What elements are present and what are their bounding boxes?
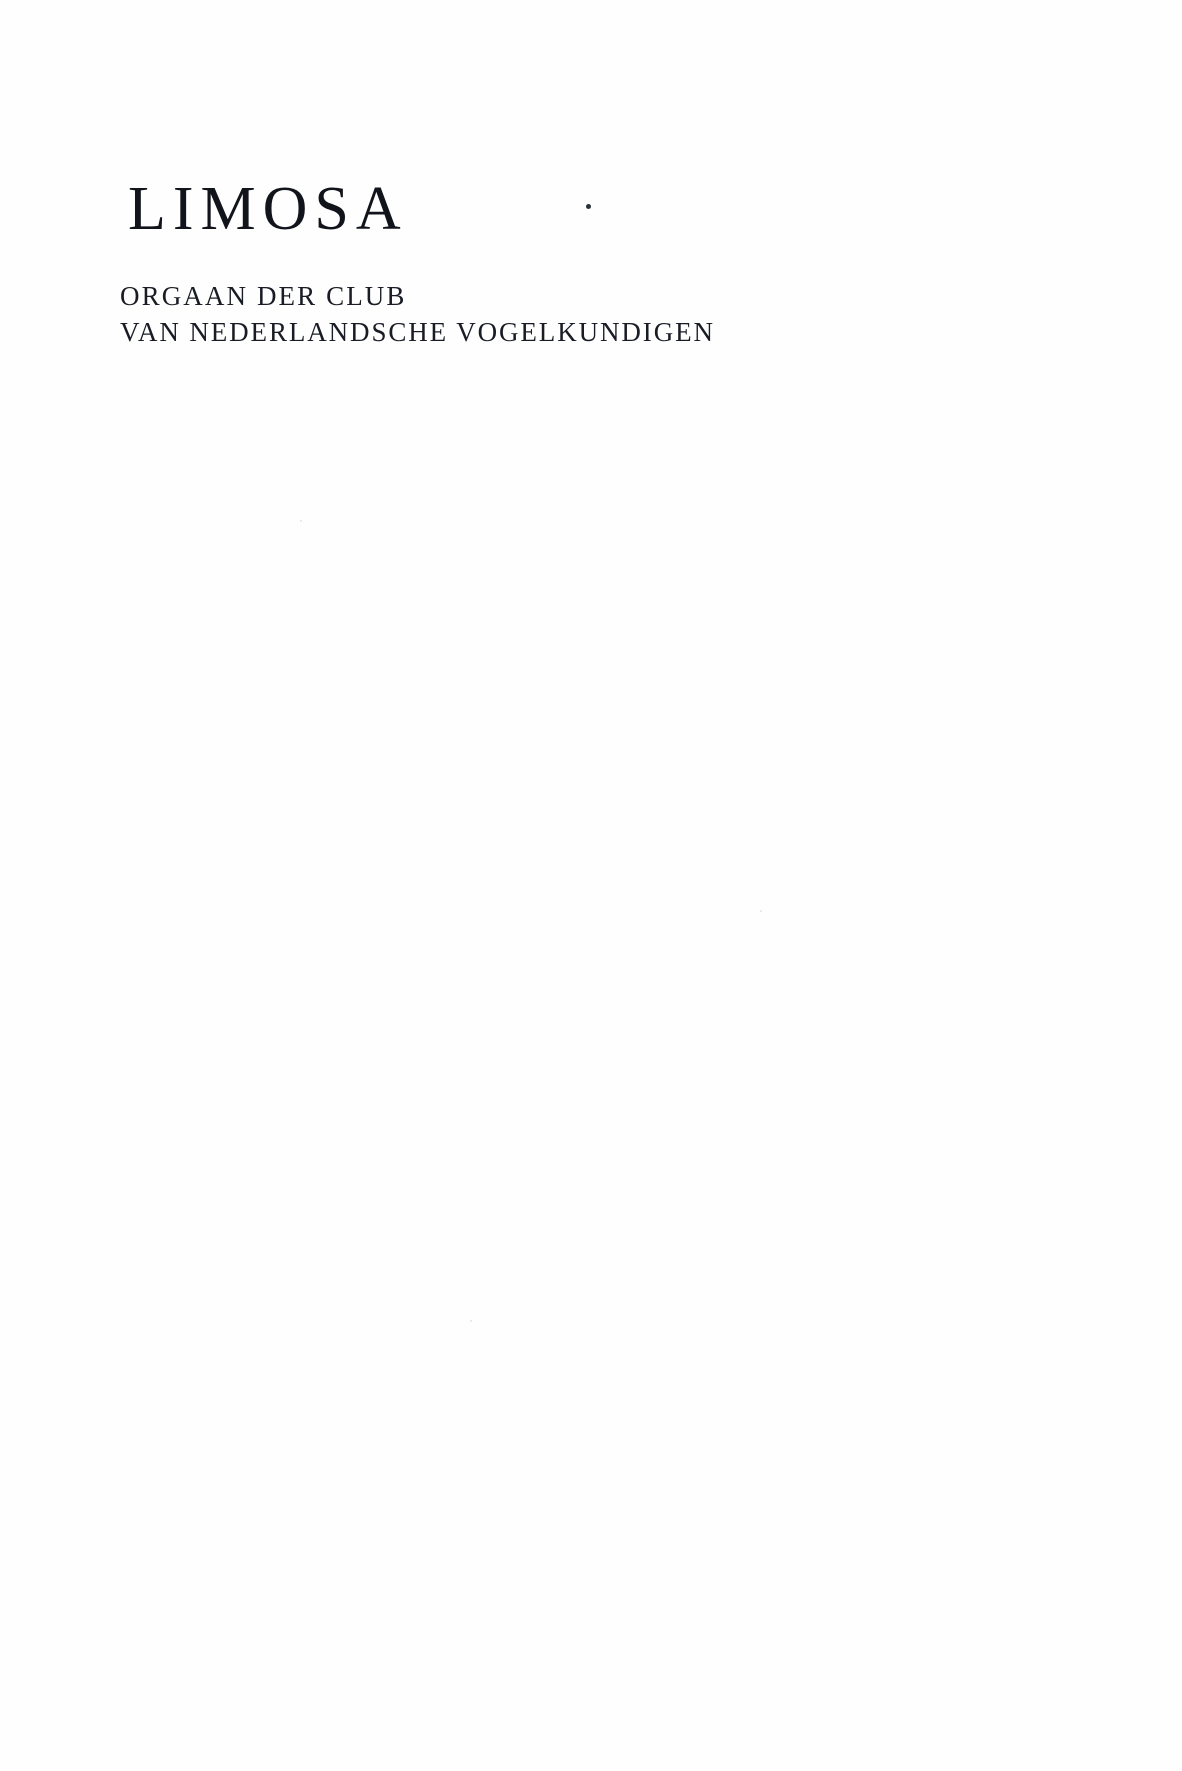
journal-title: LIMOSA bbox=[128, 175, 408, 243]
title-dot-ornament bbox=[586, 204, 591, 209]
subtitle-line-1: ORGAAN DER CLUB bbox=[120, 281, 407, 311]
subtitle-block bbox=[120, 278, 1020, 350]
subtitle-line-2: VAN NEDERLANDSCHE VOGELKUNDIGEN bbox=[120, 317, 715, 347]
masthead bbox=[128, 175, 988, 243]
paper-speck bbox=[760, 910, 762, 912]
paper-speck bbox=[470, 1320, 472, 1322]
paper-speck bbox=[300, 520, 302, 522]
